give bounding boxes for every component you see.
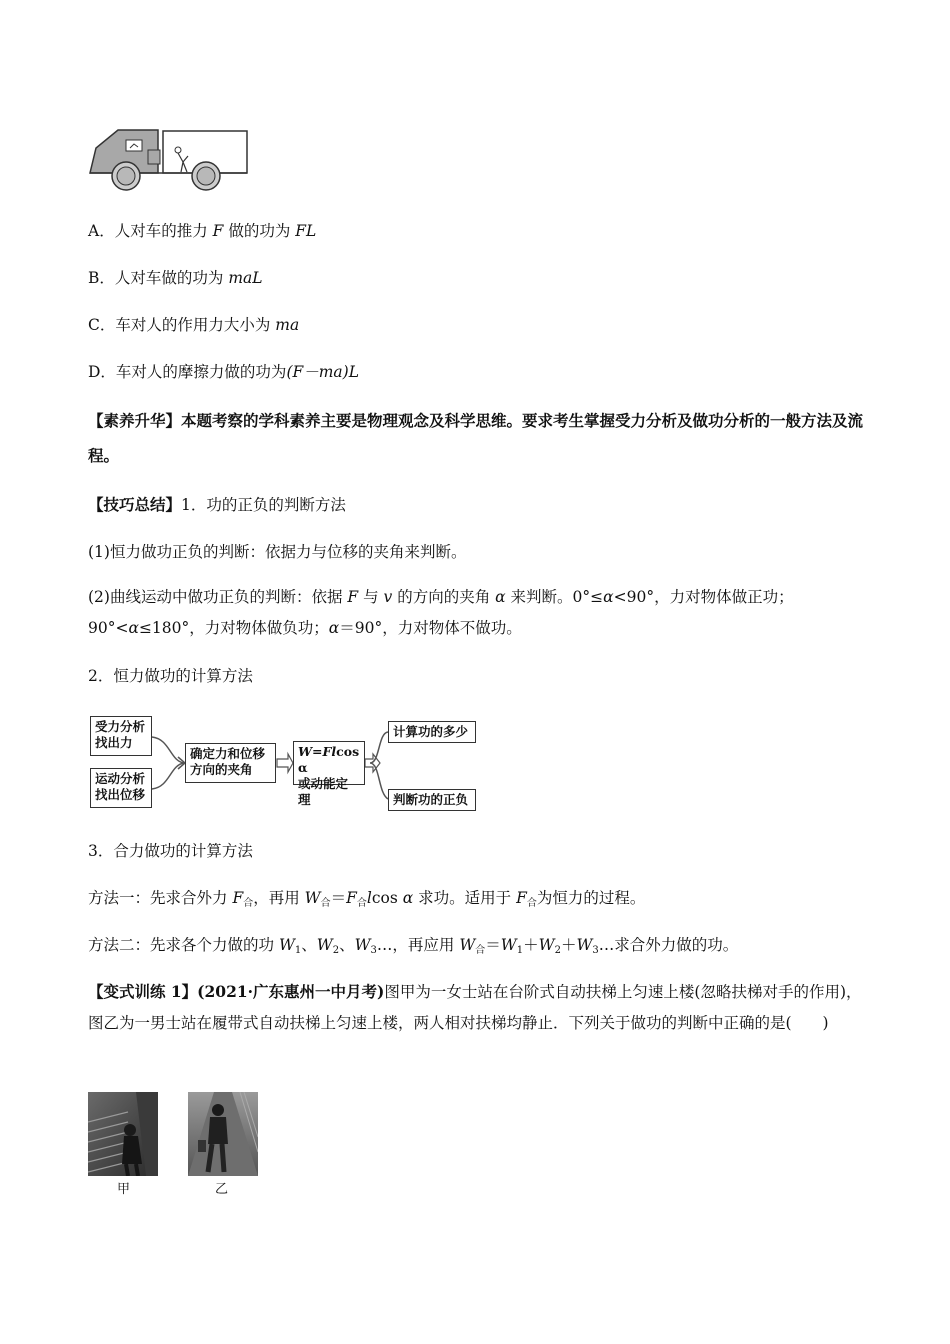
suyang-paragraph: 【素养升华】本题考察的学科素养主要是物理观念及科学思维。要求考生掌握受力分析及做功分析的一般方法及流程。: [88, 411, 864, 465]
method-two: 方法二：先求各个力做的功 $W_1$、$W_2$、$W_3\dots$，再应用 $W_合=W_1+W_2+W_3\dots$求合外力做的功。: [88, 936, 739, 956]
jiqiao-sub1: (1)恒力做功正负的判断：依据力与位移的夹角来判断。: [88, 543, 467, 561]
jiqiao-heading: 【技巧总结】1．功的正负的判断方法: [88, 495, 346, 514]
flow-box-work-sign: 判断功的正负: [388, 789, 476, 811]
flow-box-work-amount: 计算功的多少: [388, 721, 476, 743]
flow-box-motion-analysis: 运动分析 找出位移: [90, 768, 152, 808]
bianshi-paragraph: 【变式训练 1】(2021·广东惠州一中月考)图甲为一女士站在台阶式自动扶梯上匀速上楼(忽略扶梯对手的作用)，图乙为一男士站在履带式自动扶梯上匀速上楼，两人相对扶梯均静止．下列关于做功的判断中正确的是( ): [88, 982, 862, 1032]
option-b: B．人对车做的功为 maL: [88, 269, 263, 287]
method-one: 方法一：先求合外力 $F_合$，再用 $W_合=F_合lcos$ α 求功。适用于 $F_合$为恒力的过程。: [88, 889, 646, 909]
caption-jia: 甲: [117, 1182, 131, 1197]
option-c: C．车对人的作用力大小为 ma: [88, 316, 300, 334]
escalator-photo-yi: [188, 1092, 258, 1176]
flow-box-formula: W=Flcos α 或动能定理: [293, 741, 365, 785]
flow-box-angle: 确定力和位移 方向的夹角: [185, 743, 276, 783]
flow-box-force-analysis: 受力分析 找出力: [90, 716, 152, 756]
option-d: D．车对人的摩擦力做的功为(F－ma)L: [88, 363, 360, 381]
jiqiao-item2: 2．恒力做功的计算方法: [88, 667, 253, 685]
jiqiao-item3: 3．合力做功的计算方法: [88, 842, 253, 860]
option-a: A．人对车的推力 F 做的功为 FL: [88, 222, 317, 240]
jiqiao-sub2: (2)曲线运动中做功正负的判断：依据 F 与 v 的方向的夹角 α 来判断。0°≤α<90°，力对物体做正功；90°<α≤180°，力对物体做负功；α＝90°，力对物体不做功。: [88, 588, 794, 637]
escalator-photo-jia: [88, 1092, 158, 1176]
caption-yi: 乙: [215, 1182, 229, 1197]
truck-figure: [88, 126, 250, 192]
